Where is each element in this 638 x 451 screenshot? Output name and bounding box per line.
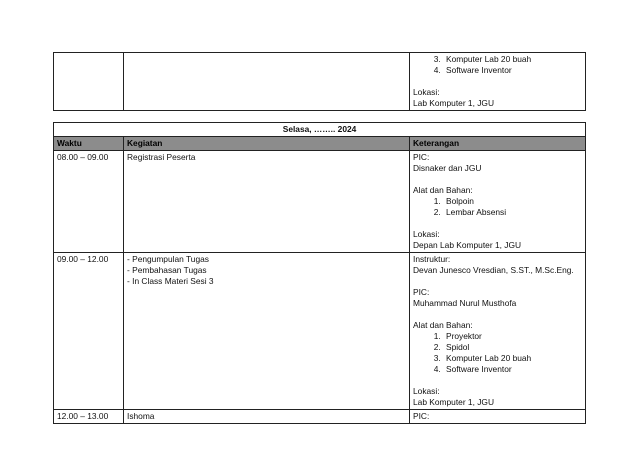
pic-label: PIC: [413, 152, 430, 162]
list-item: 1. Bolpoin [443, 196, 582, 207]
lokasi-label: Lokasi: [413, 87, 440, 97]
lokasi-value: Depan Lab Komputer 1, JGU [413, 240, 522, 250]
keterangan-cell [410, 253, 586, 410]
table-row [54, 410, 586, 424]
schedule-table-continued [53, 52, 586, 111]
kegiatan-item: - Pengumpulan Tugas [127, 254, 209, 264]
lokasi-label: Lokasi: [413, 229, 440, 239]
kegiatan-item: - In Class Materi Sesi 3 [127, 276, 214, 286]
header-waktu: Waktu [54, 137, 124, 151]
pic-label: PIC: [413, 287, 430, 297]
header-keterangan: Keterangan [410, 137, 586, 151]
list-item: 2. Spidol [443, 342, 582, 353]
lokasi-value: Lab Komputer 1, JGU [413, 98, 494, 108]
schedule-table [53, 122, 586, 424]
list-item: 3. Komputer Lab 20 buah [443, 353, 582, 364]
instruktur-label: Instruktur: [413, 254, 451, 264]
alat-list [413, 331, 582, 375]
pic-value: Muhammad Nurul Musthofa [413, 298, 517, 308]
pic-label: PIC: [413, 411, 430, 421]
kegiatan-cell [124, 253, 410, 410]
header-kegiatan: Kegiatan [124, 137, 410, 151]
waktu-cell: 12.00 – 13.00 [54, 410, 124, 424]
waktu-cell: 09.00 – 12.00 [54, 253, 124, 410]
table-row [54, 253, 586, 410]
list-item: 4. Software Inventor [443, 364, 582, 375]
kegiatan-cell [124, 410, 410, 424]
waktu-cell: 08.00 – 09.00 [54, 151, 124, 253]
lokasi-label: Lokasi: [413, 386, 440, 396]
table-row [54, 151, 586, 253]
waktu-cell [54, 53, 124, 111]
table-title-row [54, 123, 586, 137]
alat-list [413, 196, 582, 218]
lokasi-value: Lab Komputer 1, JGU [413, 397, 494, 407]
list-item: 4. Software Inventor [443, 65, 582, 76]
keterangan-cell [410, 53, 586, 111]
instruktur-value: Devan Junesco Vresdian, S.ST., M.Sc.Eng. [413, 265, 574, 275]
table-row [54, 53, 586, 111]
alat-label: Alat dan Bahan: [413, 185, 473, 195]
alat-list [413, 54, 582, 76]
pic-value: Disnaker dan JGU [413, 163, 482, 173]
keterangan-cell [410, 151, 586, 253]
day-title: Selasa, …….. 2024 [54, 123, 586, 137]
list-item: 3. Komputer Lab 20 buah [443, 54, 582, 65]
kegiatan-item: Ishoma [127, 411, 155, 421]
kegiatan-cell [124, 151, 410, 253]
list-item: 1. Proyektor [443, 331, 582, 342]
kegiatan-cell [124, 53, 410, 111]
kegiatan-item: Registrasi Peserta [127, 152, 196, 162]
table-header-row [54, 137, 586, 151]
keterangan-cell [410, 410, 586, 424]
kegiatan-item: - Pembahasan Tugas [127, 265, 207, 275]
alat-label: Alat dan Bahan: [413, 320, 473, 330]
list-item: 2. Lembar Absensi [443, 207, 582, 218]
